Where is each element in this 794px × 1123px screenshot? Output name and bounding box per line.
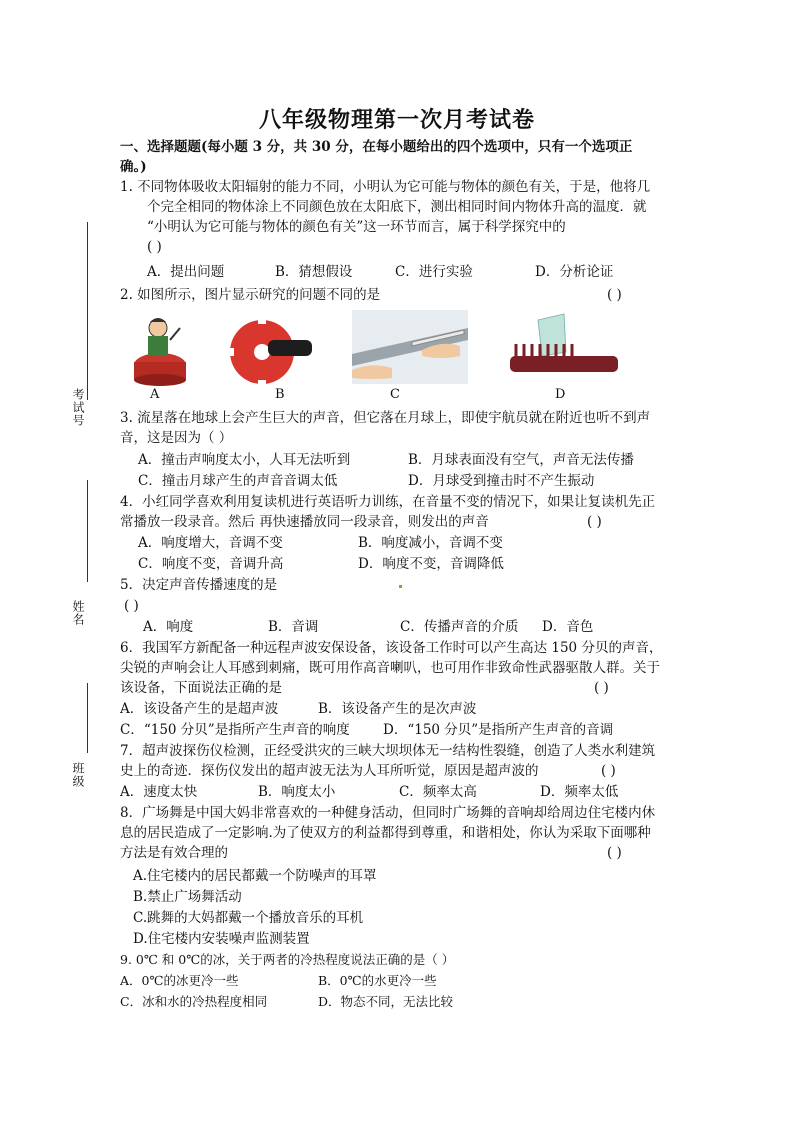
drum-boy-image bbox=[130, 310, 190, 386]
q5-stem: 5．决定声音传播速度的是 bbox=[120, 577, 278, 593]
comb-card-image bbox=[508, 312, 620, 378]
answer-paren: ( ) bbox=[601, 763, 616, 779]
q3-option-a: A．撞击声响度太小，人耳无法听到 bbox=[138, 452, 351, 468]
answer-paren: ( ) bbox=[607, 287, 622, 303]
q6-option-c: C．“150 分贝”是指所产生声音的响度 bbox=[120, 722, 350, 738]
q5-option-a: A．响度 bbox=[143, 619, 194, 635]
answer-paren: ( ) bbox=[594, 680, 609, 696]
q4-stem: 4．小红同学喜欢利用复读机进行英语听力训练，在音量不变的情况下，如果让复读机先正 bbox=[120, 494, 656, 510]
q5-option-b: B．音调 bbox=[268, 619, 319, 635]
q4-option-d: D．响度不变，音调降低 bbox=[358, 556, 504, 572]
q6-option-d: D．“150 分贝”是指所产生声音的音调 bbox=[383, 722, 614, 738]
q8-stem: 8．广场舞是中国大妈非常喜欢的一种健身活动，但同时广场舞的音响却给周边住宅楼内休 bbox=[120, 805, 656, 821]
page-title: 八年级物理第一次月考试卷 bbox=[258, 107, 535, 133]
q7-option-d: D．频率太低 bbox=[540, 784, 619, 800]
q5-option-d: D．音色 bbox=[542, 619, 594, 635]
answer-paren: ( ) bbox=[124, 598, 139, 614]
stray-dot bbox=[399, 585, 402, 588]
q1-stem: 个完全相同的物体涂上不同颜色放在太阳底下，测出相同时间内物体升高的温度．就 bbox=[147, 199, 647, 215]
q4-option-a: A．响度增大，音调不变 bbox=[138, 535, 283, 551]
q3-option-b: B．月球表面没有空气，声音无法传播 bbox=[408, 452, 634, 468]
q6-stem: 尖锐的声响会让人耳感到刺痛，既可用作高音喇叭，也可用作非致命性武器驱散人群。关于 bbox=[120, 660, 660, 676]
figure-caption-b: B bbox=[275, 387, 285, 402]
q6-option-b: B．该设备产生的是次声波 bbox=[318, 701, 477, 717]
name-label: 姓名 bbox=[71, 600, 85, 626]
q7-stem: 7．超声波探伤仪检测，正经受洪灾的三峡大坝坝体无一结构性裂缝，创造了人类水利建筑 bbox=[120, 743, 656, 759]
q4-option-b: B．响度减小，音调不变 bbox=[358, 535, 503, 551]
figure-caption-a: A bbox=[150, 387, 160, 402]
q8-stem: 方法是有效合理的 bbox=[120, 845, 228, 861]
margin-line bbox=[87, 480, 88, 582]
q7-option-a: A．速度太快 bbox=[120, 784, 198, 800]
q1-option-c: C．进行实验 bbox=[395, 264, 473, 280]
ruler-table-image bbox=[352, 310, 468, 384]
answer-paren: ( ) bbox=[607, 845, 622, 861]
q9-option-a: A．0℃的冰更冷一些 bbox=[120, 973, 239, 988]
q8-option-d: D.住宅楼内安装噪声监测装置 bbox=[133, 931, 310, 947]
q3-stem: 3. 流星落在地球上会产生巨大的声音，但它落在月球上，即使宇航员就在附近也听不到声 bbox=[120, 410, 651, 426]
q8-option-a: A.住宅楼内的居民都戴一个防噪声的耳罩 bbox=[133, 868, 377, 884]
q9-option-d: D．物态不同，无法比较 bbox=[318, 994, 454, 1009]
q1-option-d: D．分析论证 bbox=[535, 264, 614, 280]
q8-option-b: B.禁止广场舞活动 bbox=[133, 889, 242, 905]
section-header-cont: 确。) bbox=[120, 159, 147, 175]
q6-stem: 该设备，下面说法正确的是 bbox=[120, 680, 282, 696]
q7-option-c: C．频率太高 bbox=[399, 784, 477, 800]
margin-line bbox=[87, 683, 88, 753]
exam-number-label: 考试号 bbox=[71, 388, 85, 427]
q6-stem: 6．我国军方新配备一种远程声波安保设备，该设备工作时可以产生高达 150 分贝的声音， bbox=[120, 640, 663, 656]
q1-option-b: B．猜想假设 bbox=[275, 264, 353, 280]
answer-paren: ( ) bbox=[587, 514, 602, 530]
figure-caption-c: C bbox=[390, 387, 400, 402]
q5-option-c: C．传播声音的介质 bbox=[400, 619, 519, 635]
q7-option-b: B．响度太小 bbox=[258, 784, 336, 800]
q4-stem: 常播放一段录音。然后 再快速播放同一段录音，则发出的声音 bbox=[120, 514, 489, 530]
q9-stem: 9. 0℃ 和 0℃的冰，关于两者的冷热程度说法正确的是（ ） bbox=[120, 952, 455, 967]
q8-option-c: C.跳舞的大妈都戴一个播放音乐的耳机 bbox=[133, 910, 364, 926]
q9-option-b: B．0℃的水更冷一些 bbox=[318, 973, 437, 988]
q6-option-a: A．该设备产生的是超声波 bbox=[120, 701, 279, 717]
q1-option-a: A．提出问题 bbox=[147, 264, 225, 280]
q3-option-d: D．月球受到撞击时不产生振动 bbox=[408, 473, 595, 489]
margin-line bbox=[87, 222, 88, 400]
q3-stem: 音，这是因为（ ） bbox=[120, 430, 233, 446]
gear-card-image bbox=[222, 312, 314, 386]
q2-stem: 2. 如图所示，图片显示研究的问题不同的是 bbox=[120, 287, 381, 303]
q7-stem: 史上的奇迹．探伤仪发出的超声波无法为人耳所听觉，原因是超声波的 bbox=[120, 763, 539, 779]
section-header: 一、选择题题(每小题 3 分，共 30 分，在每小题给出的四个选项中，只有一个选项正 bbox=[120, 139, 633, 155]
q1-stem: 1. 不同物体吸收太阳辐射的能力不同，小明认为它可能与物体的颜色有关，于是，他将几 bbox=[120, 179, 651, 195]
q8-stem: 息的居民造成了一定影响.为了使双方的利益都得到尊重，和谐相处，你认为采取下面哪种 bbox=[120, 825, 651, 841]
q4-option-c: C．响度不变，音调升高 bbox=[138, 556, 284, 572]
figure-caption-d: D bbox=[555, 387, 566, 402]
answer-paren: ( ) bbox=[147, 239, 162, 255]
q9-option-c: C．冰和水的冷热程度相同 bbox=[120, 994, 268, 1009]
q1-stem: “小明认为它可能与物体的颜色有关”这一环节而言，属于科学探究中的 bbox=[147, 219, 566, 235]
class-label: 班级 bbox=[71, 762, 85, 788]
q3-option-c: C．撞击月球产生的声音音调太低 bbox=[138, 473, 338, 489]
